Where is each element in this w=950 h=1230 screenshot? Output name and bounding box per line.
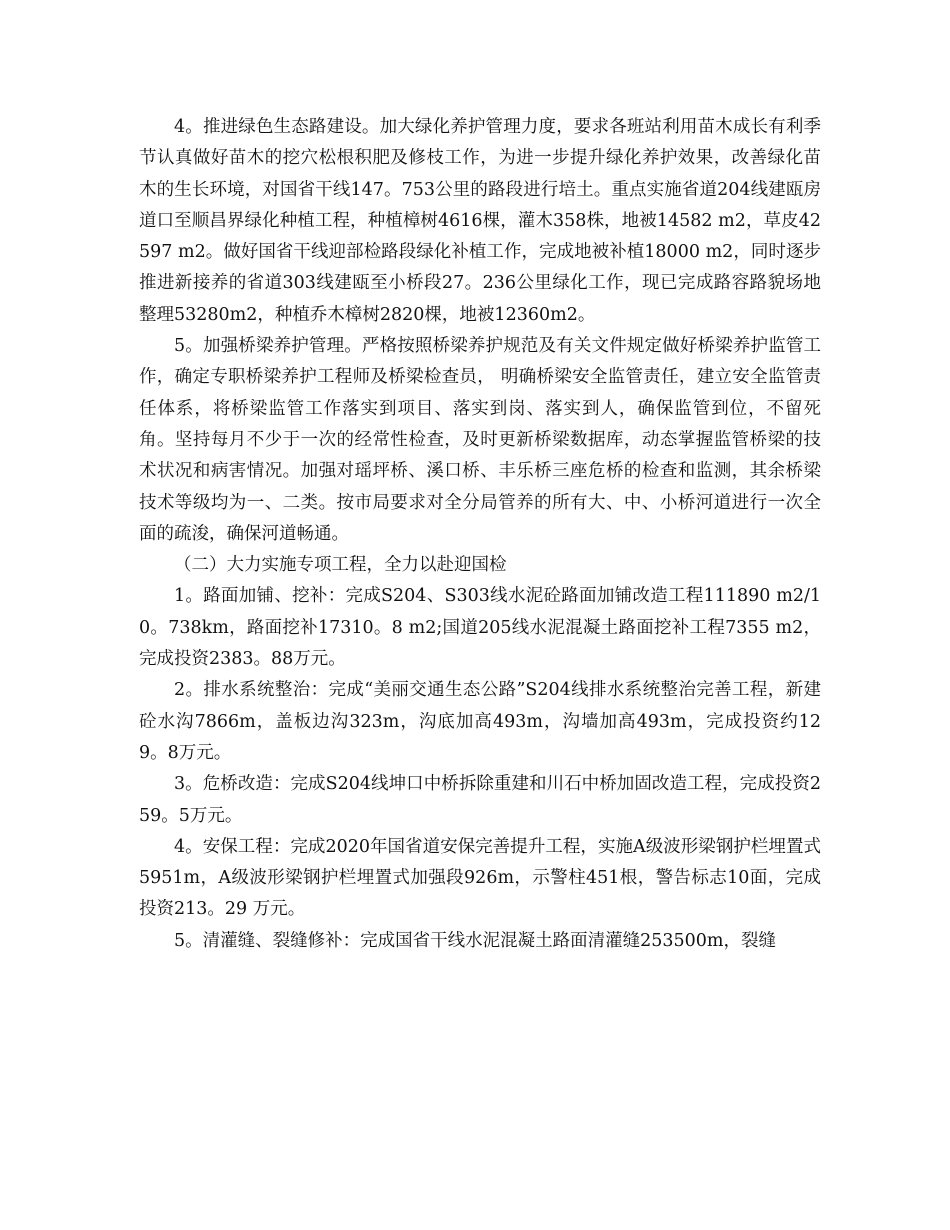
paragraph-drainage: 2。排水系统整治：完成“美丽交通生态公路”S204线排水系统整治完善工程，新建砼水沟7866m，盖板边沟323m，沟底加高493m，沟墙加高493m，完成投资约129。8万元。 bbox=[139, 680, 821, 763]
section-heading-special-projects: （二）大力实施专项工程，全力以赴迎国检 bbox=[174, 555, 507, 576]
paragraph-bridge-reconstruction: 3。危桥改造：完成S204线坤口中桥拆除重建和川石中桥加固改造工程，完成投资259。5万元。 bbox=[139, 774, 821, 826]
paragraph-safety-works: 4。安保工程：完成2020年国省道安保完善提升工程，实施A级波形梁钢护栏埋置式5951m，A级波形梁钢护栏埋置式加强段926m，示警柱451根，警告标志10面，完成投资213。29 万元。 bbox=[139, 836, 821, 920]
document-body bbox=[139, 112, 821, 957]
paragraph-bridge-maintenance: 5。加强桥梁养护管理。严格按照桥梁养护规范及有关文件规定做好桥梁养护监管工作，确定专职桥梁养护工程师及桥梁检查员， 明确桥梁安全监管责任，建立安全监管责任体系，将桥梁监管工作落实到项目、落实到岗、落实到人，确保监管到位，不留死角。坚持每月不少于一次的经常性检查，及时更新桥梁数据库，动态掌握监管桥梁的技术状况和病害情况。加强对瑶坪桥、溪口桥、丰乐桥三座危桥的检查和监测，其余桥梁技术等级均为一、二类。按市局要求对全分局管养的所有大、中、小桥河道进行一次全面的疏浚，确保河道畅通。 bbox=[139, 336, 821, 544]
paragraph-crack-sealing: 5。清灌缝、裂缝修补：完成国省干线水泥混凝土路面清灌缝253500m，裂缝 bbox=[174, 930, 777, 951]
paragraph-green-road: 4。推进绿色生态路建设。加大绿化养护管理力度，要求各班站利用苗木成长有利季节认真做好苗木的挖穴松根积肥及修枝工作，为进一步提升绿化养护效果，改善绿化苗木的生长环境，对国省干线147。753公里的路段进行培土。重点实施省道204线建瓯房道口至顺昌界绿化种植工程，种植樟树4616棵，灌木358株，地被14582 m2，草皮42597 m2。做好国省干线迎部检路段绿化补植工作，完成地被补植18000 m2，同时逐步推进新接养的省道303线建瓯至小桥段27。236公里绿化工作，现已完成路容路貌场地整理53280m2，种植乔木樟树2820棵，地被12360m2。 bbox=[139, 117, 821, 325]
paragraph-road-resurfacing: 1。路面加铺、挖补：完成S204、S303线水泥砼路面加铺改造工程111890 m2/10。738km，路面挖补17310。8 m2;国道205线水泥混凝土路面挖补工程7355 m2，完成投资2383。88万元。 bbox=[139, 586, 821, 670]
